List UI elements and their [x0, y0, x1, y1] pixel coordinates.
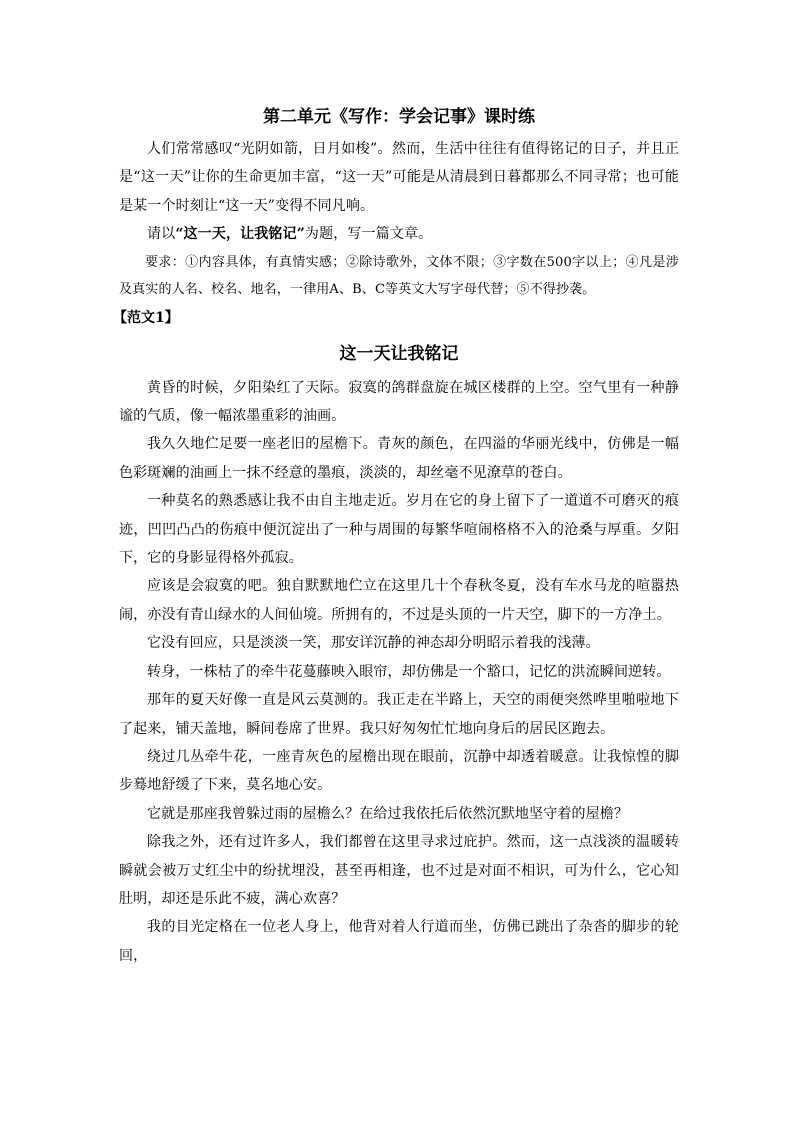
essay-paragraph: 一种莫名的熟悉感让我不由自主地走近。岁月在它的身上留下了一道道不可磨灭的痕迹，凹凹凸凸的伤痕中便沉淀出了一种与周围的每繁华喧闹格格不入的沧桑与厚重。夕阳下，它的身影显得格外孤寂。	[119, 493, 679, 567]
essay-title: 这一天让我铭记	[339, 343, 459, 364]
essay-paragraph: 我的目光定格在一位老人身上，他背对着人行道而坐，仿佛已跳出了杂沓的脚步的轮回，	[119, 919, 679, 964]
prompt-paragraph-1: 人们常常感叹“光阴如箭，日月如梭”。然而，生活中往往有值得铭记的日子，并且正是“这一天”让你的生命更加丰富，“这一天”可能是从清晨到日暮都那么不同寻常；也可能是某一个时刻让“这一天”变得不同凡响。	[119, 141, 679, 214]
essay-paragraph: 它没有回应，只是淡淡一笑，那安详沉静的神态却分明昭示着我的浅薄。	[147, 635, 600, 652]
essay-paragraph: 黄昏的时候，夕阳染红了天际。寂寞的鸽群盘旋在城区楼群的上空。空气里有一种静谧的气质，像一幅浓墨重彩的油画。	[119, 379, 679, 425]
essay-paragraph: 我久久地伫足要一座老旧的屋檐下。青灰的颜色，在四溢的华丽光线中，仿佛是一幅色彩斑斓的油画上一抹不经意的墨痕，淡淡的，却丝毫不见潦草的苍白。	[119, 436, 679, 481]
document-body	[113, 100, 679, 970]
sample-tag: 【范文1】	[113, 309, 179, 326]
essay-paragraph: 应该是会寂寞的吧。独自默默地伫立在这里几十个春秋冬夏，没有车水马龙的喧嚣热闹，亦没有青山绿水的人间仙境。所拥有的，不过是头顶的一片天空，脚下的一方净土。	[119, 578, 679, 623]
prompt-paragraph-2	[119, 220, 679, 248]
essay-paragraph: 绕过几丛牵牛花，一座青灰色的屋檐出现在眼前，沉静中却透着暖意。让我惊惶的脚步蓦地舒缓了下来，莫名地心安。	[119, 748, 679, 794]
prompt-requirements: 要求：①内容具体，有真情实感；②除诗歌外，文体不限；③字数在500字以上；④凡是涉及真实的人名、校名、地名，一律用A、B、C等英文大写字母代替；⑤不得抄袭。	[119, 254, 679, 297]
essay-paragraph: 它就是那座我曾躲过雨的屋檐么？在给过我依托后依然沉默地坚守着的屋檐？	[147, 805, 629, 822]
essay-paragraph: 除我之外，还有过许多人，我们都曾在这里寻求过庇护。然而，这一点浅淡的温暖转瞬就会被万丈红尘中的纷扰埋没，甚至再相逢，也不过是对面不相识，可为什么，它心知肚明，却还是乐此不疲，满心欢喜？	[119, 834, 679, 907]
essay-paragraph: 转身，一株枯了的牵牛花蔓藤映入眼帘，却仿佛是一个豁口，记忆的洪流瞬间逆转。	[147, 663, 671, 680]
prompt-prefix: 请以	[147, 226, 176, 243]
essay-paragraph: 那年的夏天好像一直是风云莫测的。我正走在半路上，天空的雨便突然哗里啪啦地下了起来，铺天盖地，瞬间卷席了世界。我只好匆匆忙忙地向身后的居民区跑去。	[119, 692, 679, 737]
page-title: 第二单元《写作：学会记事》课时练	[263, 107, 535, 127]
prompt-topic: “这一天，让我铭记”	[175, 226, 305, 243]
prompt-suffix: 为题，写一篇文章。	[304, 226, 433, 243]
